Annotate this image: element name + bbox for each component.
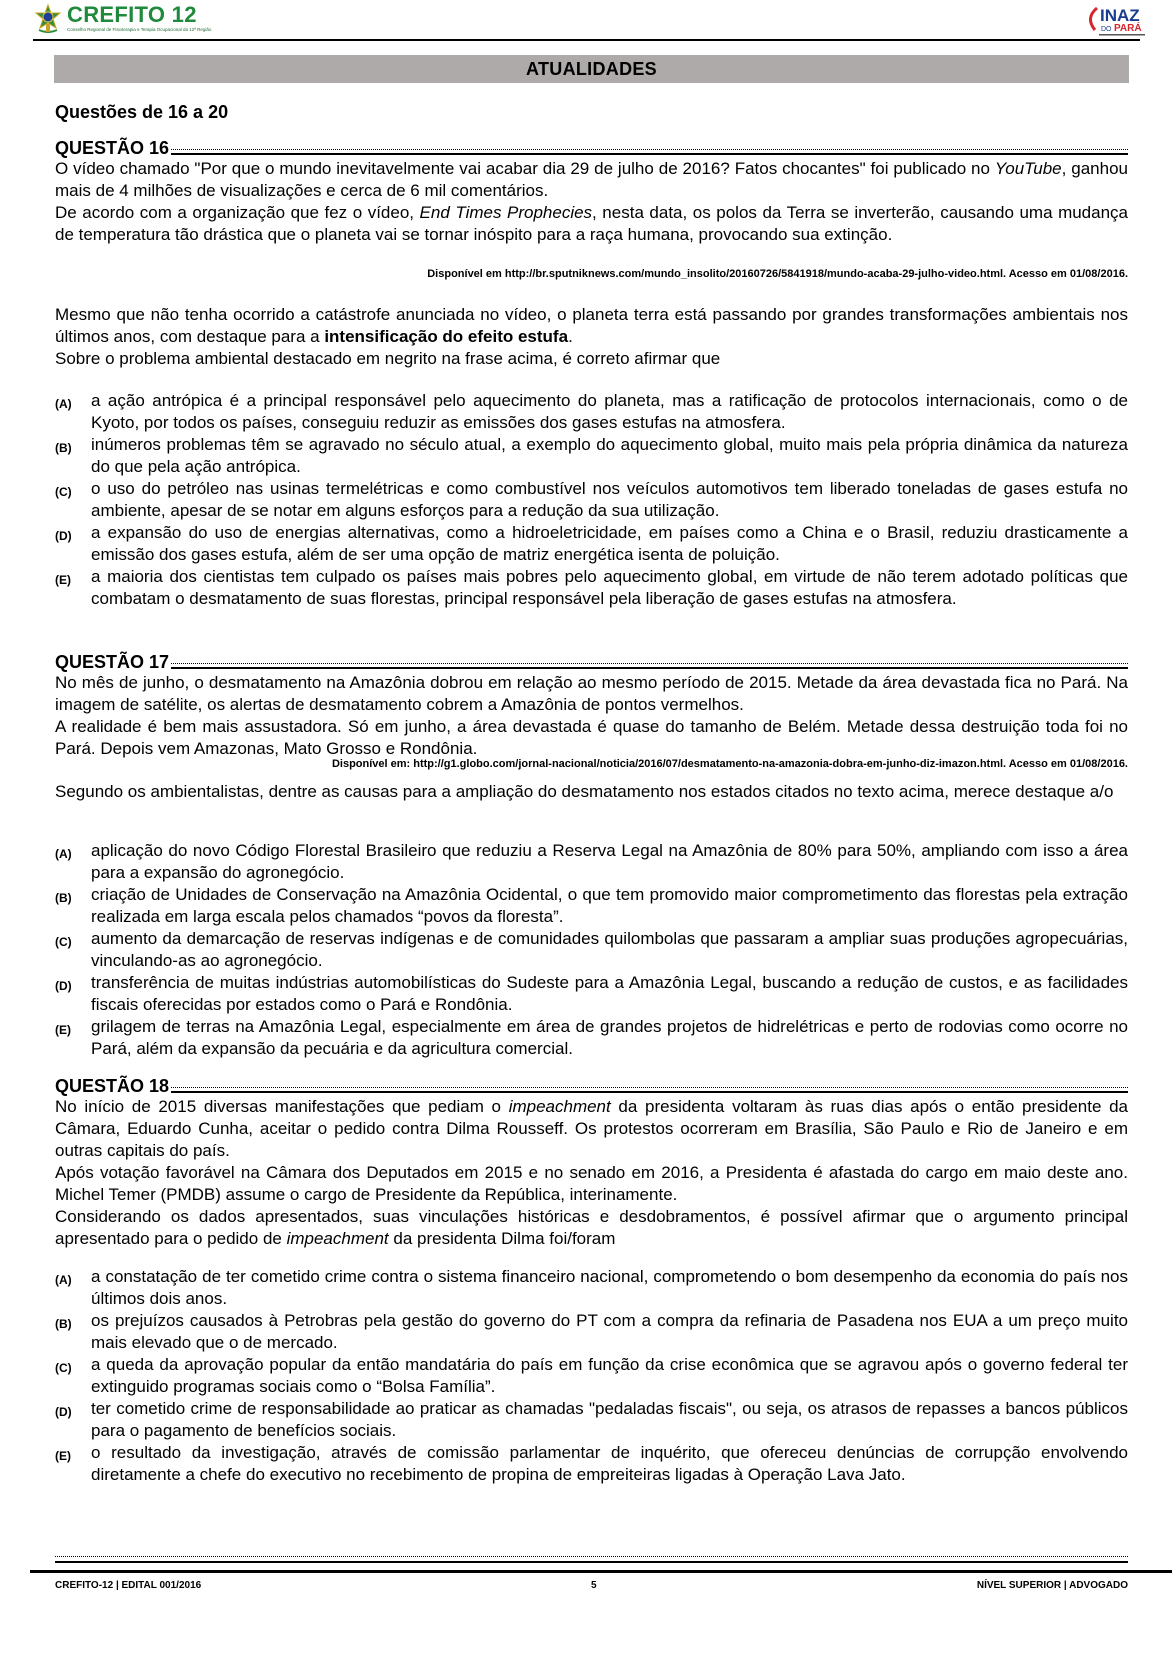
option-c[interactable]: (C) aumento da demarcação de reservas indígenas e de comunidades quilombolas que passaram a ampliar suas produções agropecuárias, vinculando-as ao agronegócio. [55, 929, 1128, 970]
option-c[interactable]: (C) o uso do petróleo nas usinas termelétricas e como combustível nos veículos automotivos tem liberado toneladas de gases estufa no ambiente, apesar de se notar em alguns esforços para a redução da sua utilização. [55, 479, 1128, 520]
option-a[interactable]: (A) a constatação de ter cometido crime contra o sistema financeiro nacional, comprometendo o bom desempenho da economia do país nos últimos dois anos. [55, 1267, 1128, 1308]
crefito-brand-subtitle: Conselho Regional de Fisioterapia e Terapia Ocupacional da 12ª Região [67, 27, 212, 32]
question-divider [171, 149, 1128, 155]
option-b[interactable]: (B) os prejuízos causados à Petrobras pela gestão do governo do PT com a compra da refinaria de Pasadena nos EUA a um preço muito mais elevado que o de mercado. [55, 1311, 1128, 1352]
footer-page-number: 5 [591, 1580, 597, 1591]
question-16-prompt: Sobre o problema ambiental destacado em negrito na frase acima, é correto afirmar que [55, 349, 721, 368]
question-16-label: QUESTÃO 16 [55, 138, 170, 158]
question-17-label: QUESTÃO 17 [55, 652, 170, 672]
option-e[interactable]: (E) grilagem de terras na Amazônia Legal, especialmente em área de grandes projetos de hidrelétricas e perto de rodovias como ocorre no Pará, além da expansão da pecuária e da agricultura comercial. [55, 1017, 1128, 1058]
option-d[interactable]: (D) transferência de muitas indústrias automobilísticas do Sudeste para a Amazônia Legal, buscando a redução de custos, e as facilidades fiscais oferecidas por estados como o Pará e Rondônia. [55, 973, 1128, 1014]
svg-text:PARÁ: PARÁ [1114, 23, 1142, 34]
question-17-header [55, 648, 1128, 672]
question-16-paragraph-3: Mesmo que não tenha ocorrido a catástrofe anunciada no vídeo, o planeta terra está passando por grandes transformações ambientais nos últimos anos, com destaque para a intensificação do efeito estufa. [55, 305, 1128, 346]
header-divider [33, 39, 1140, 41]
content-end-divider [55, 1556, 1128, 1563]
option-e[interactable]: (E) o resultado da investigação, através de comissão parlamentar de inquérito, que ofereceu denúncias de corrupção envolvendo diretamente a chefe do executivo no recebimento de propina de empreiteiras ligadas à Operação Lava Jato. [55, 1443, 1128, 1484]
option-b[interactable]: (B) inúmeros problemas têm se agravado no século atual, a exemplo do aquecimento global, muito mais pela própria dinâmica da natureza do que pela ação antrópica. [55, 435, 1128, 476]
question-18-header [55, 1072, 1128, 1096]
question-16-paragraph-1: O vídeo chamado "Por que o mundo inevitavelmente vai acabar dia 29 de julho de 2016? Fatos chocantes" foi publicado no YouTube, ganhou mais de 4 milhões de visualizações e cerca de 6 mil comentários. [55, 159, 1128, 200]
question-16-options [55, 390, 1128, 610]
section-banner [54, 55, 1129, 83]
question-17-source: Disponível em: http://g1.globo.com/jornal-nacional/noticia/2016/07/desmatamento-na-amazonia-dobra-em-junho-diz-imazon.html. Acesso em 01/08/2016. [331, 758, 1128, 770]
option-b[interactable]: (B) criação de Unidades de Conservação na Amazônia Ocidental, o que tem promovido maior comprometimento das florestas pela extração realizada em larga escala pelos chamados “povos da floresta”. [55, 885, 1128, 926]
question-17-paragraph-2: A realidade é bem mais assustadora. Só em junho, a área devastada é quase do tamanho de Belém. Metade dessa destruição toda foi no Pará. Depois vem Amazonas, Mato Grosso e Rondônia. [55, 717, 1128, 758]
option-c[interactable]: (C) a queda da aprovação popular da então mandatária do país em função da crise econômica que se agravou após o governo federal ter extinguido programas sociais como o “Bolsa Família”. [55, 1355, 1128, 1396]
question-18-label: QUESTÃO 18 [55, 1076, 170, 1096]
question-18-prompt: Considerando os dados apresentados, suas vinculações históricas e desdobramentos, é possível afirmar que o argumento principal apresentado para o pedido de impeachment da presidenta Dilma foi/foram [55, 1207, 1128, 1248]
option-d[interactable]: (D) ter cometido crime de responsabilidade ao praticar as chamadas "pedaladas fiscais", ou seja, os atrasos de repasses a bancos públicos para o pagamento de benefícios sociais. [55, 1399, 1128, 1440]
section-title: ATUALIDADES [526, 58, 657, 79]
question-18-paragraph-1: No início de 2015 diversas manifestações que pediam o impeachment da presidenta voltaram às ruas dias após o então presidente da Câmara, Eduardo Cunha, aceitar o pedido contra Dilma Rousseff. Os protestos ocorreram em Brasília, São Paulo e Rio de Janeiro e em outras capitais do país. [55, 1097, 1128, 1160]
question-16-header [55, 134, 1128, 158]
question-17-options [55, 840, 1128, 1060]
footer-level: NÍVEL SUPERIOR | ADVOGADO [976, 1580, 1128, 1591]
question-18-paragraph-2: Após votação favorável na Câmara dos Deputados em 2015 e no senado em 2016, a Presidenta é afastada do cargo em maio deste ano. Michel Temer (PMDB) assume o cargo de Presidente da República, interinamente. [55, 1163, 1128, 1204]
question-divider [171, 663, 1128, 669]
option-e[interactable]: (E) a maioria dos cientistas tem culpado os países mais pobres pelo aquecimento global, em virtude de não terem adotado políticas que combatam o desmatamento de suas florestas, principal responsável pela liberação de gases estufas na atmosfera. [55, 567, 1128, 608]
inaz-logo [1083, 4, 1155, 38]
question-17-paragraph-1: No mês de junho, o desmatamento na Amazônia dobrou em relação ao mesmo período de 2015. Metade da área devastada fica no Pará. Na imagem de satélite, os alertas de desmatamento cobrem a Amazônia de pontos vermelhos. [55, 673, 1128, 714]
crefito-brand-name: CREFITO 12 [67, 2, 197, 27]
svg-text:INAZ: INAZ [1100, 6, 1140, 25]
svg-text:DO: DO [1101, 26, 1112, 33]
question-17-prompt: Segundo os ambientalistas, dentre as causas para a ampliação do desmatamento nos estados citados no texto acima, merece destaque a/o [55, 782, 1114, 801]
option-d[interactable]: (D) a expansão do uso de energias alternativas, como a hidroeletricidade, em países como a China e o Brasil, reduziu drasticamente a emissão dos gases estufa, além de ser uma opção de matriz energética isenta de poluição. [55, 523, 1128, 564]
question-range-title: Questões de 16 a 20 [55, 102, 229, 122]
question-16-paragraph-2: De acordo com a organização que fez o vídeo, End Times Prophecies, nesta data, os polos da Terra se inverterão, causando uma mudança de temperatura tão drástica que o planeta vai se tornar inóspito para a raça humana, provocando sua extinção. [55, 203, 1129, 244]
crefito-logo [34, 4, 211, 34]
footer-edital: CREFITO-12 | EDITAL 001/2016 [55, 1580, 202, 1591]
option-a[interactable]: (A) a ação antrópica é a principal responsável pelo aquecimento do planeta, mas a ratificação de protocolos internacionais, como o de Kyoto, por todos os países, conseguiu reduzir as emissões dos gases estufas na atmosfera. [55, 391, 1128, 432]
question-divider [171, 1087, 1128, 1093]
question-16-source: Disponível em http://br.sputniknews.com/mundo_insolito/20160726/5841918/mundo-acaba-29-julho-video.html. Acesso em 01/08/2016. [427, 268, 1128, 280]
option-a[interactable]: (A) aplicação do novo Código Florestal Brasileiro que reduziu a Reserva Legal na Amazônia de 80% para 50%, ampliando com isso a área para a expansão do agronegócio. [55, 841, 1128, 882]
question-18-options [55, 1266, 1128, 1486]
page-header [0, 0, 1172, 44]
footer-divider [30, 1570, 1172, 1573]
brazil-coat-of-arms-icon [34, 4, 62, 34]
